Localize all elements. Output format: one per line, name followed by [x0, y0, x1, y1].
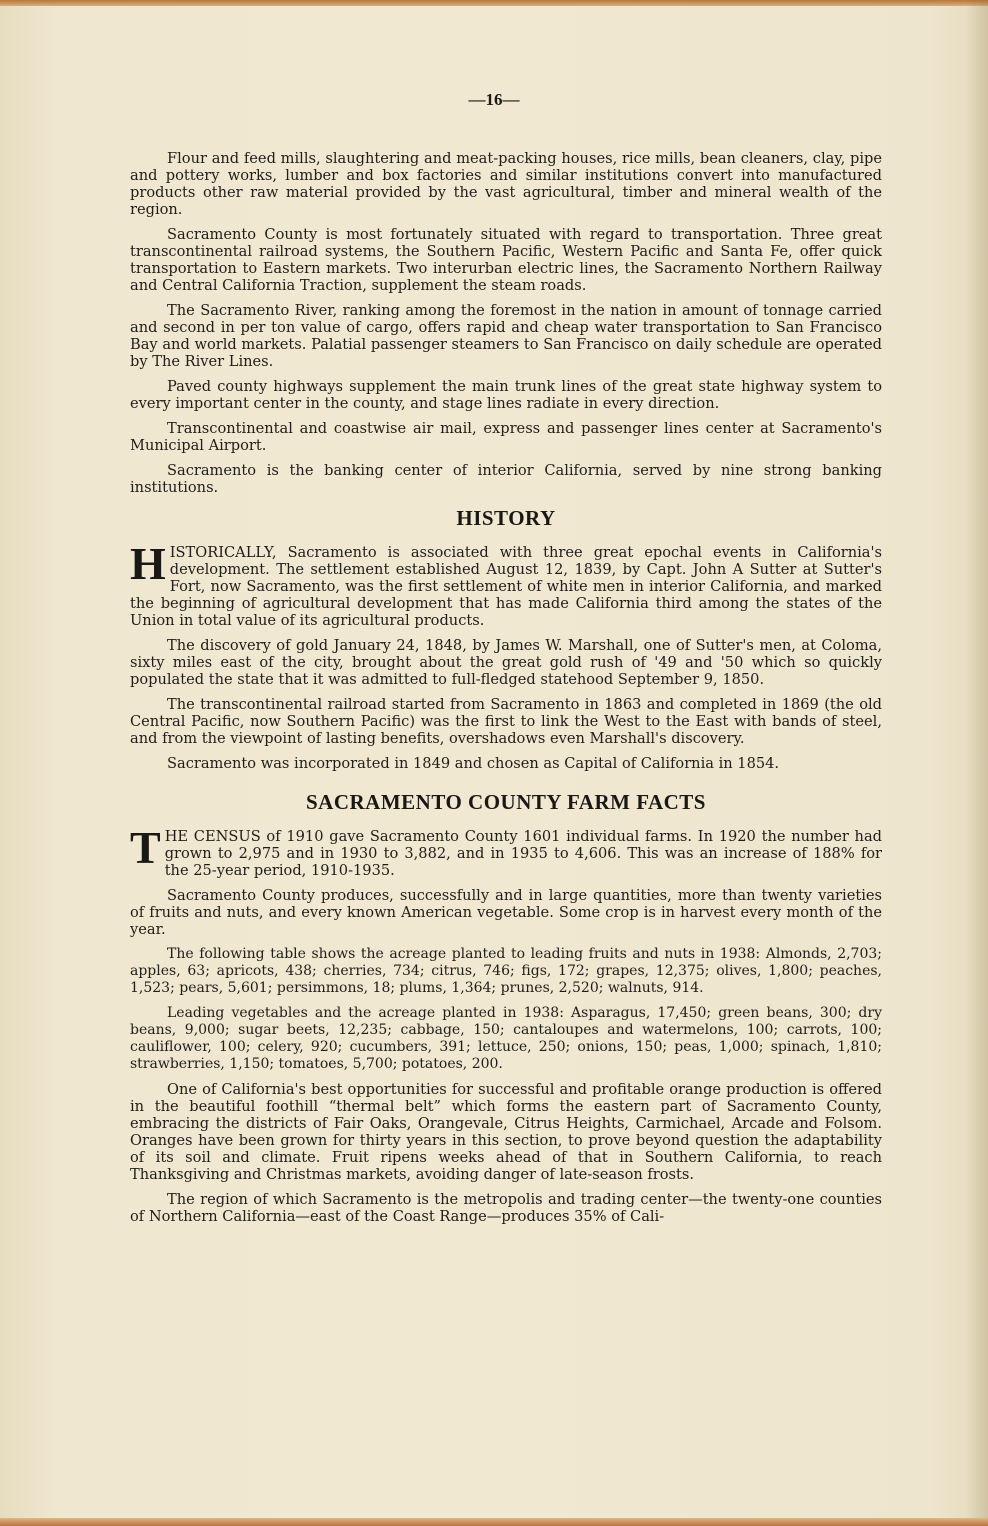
history-dropcap: H: [130, 538, 166, 589]
page-right-shadow: [966, 0, 988, 1526]
history-heading: HISTORY: [456, 506, 556, 530]
history-lead-paragraph: [130, 538, 882, 629]
page-bottom-edge: [0, 1518, 988, 1526]
farm-facts-paragraph: Sacramento County produces, successfully and in large quantities, more than twenty varieties of fruits and nuts, and every known American vegetable. Some crop is in harvest every month of the year.: [130, 887, 882, 938]
history-lead-text: ISTORICALLY, Sacramento is associated with three great epochal events in California's development. The settlement established August 12, 1839, by Capt. John A Sutter at Sutter's Fort, now Sacramento, was the first settlement of white men in interior California, and marked the beginning of agricultural development that has made California third among the states of the Union in total value of its agricultural products.: [130, 544, 882, 629]
history-paragraph: The discovery of gold January 24, 1848, by James W. Marshall, one of Sutter's men, at Coloma, sixty miles east of the city, brought about the great gold rush of '49 and '50 which so quickly populated the state that it was admitted to full-fledged statehood September 9, 1850.: [130, 637, 882, 688]
page-top-edge: [0, 0, 988, 6]
fruit-acreage-paragraph: The following table shows the acreage planted to leading fruits and nuts in 1938: Almonds, 2,703; apples, 63; apricots, 438; cherries, 734; citrus, 746; figs, 172; grapes, 12,375; olives, 1,800; peaches, 1,523; pears, 5,601; persimmons, 18; plums, 1,364; prunes, 2,520; walnuts, 914.: [130, 946, 882, 996]
page-body: [130, 150, 882, 1233]
intro-paragraph: Paved county highways supplement the main trunk lines of the great state highway system to every important center in the county, and stage lines radiate in every direction.: [130, 378, 882, 412]
intro-paragraph: Transcontinental and coastwise air mail, express and passenger lines center at Sacramento's Municipal Airport.: [130, 420, 882, 454]
farm-facts-heading: SACRAMENTO COUNTY FARM FACTS: [306, 790, 706, 814]
intro-paragraph: Flour and feed mills, slaughtering and meat-packing houses, rice mills, bean cleaners, clay, pipe and pottery works, lumber and box factories and similar institutions convert into manufactured products other raw material provided by the vast agricultural, timber and mineral wealth of the region.: [130, 150, 882, 218]
history-paragraph: Sacramento was incorporated in 1849 and chosen as Capital of California in 1854.: [167, 755, 780, 772]
farm-facts-lead-text: HE CENSUS of 1910 gave Sacramento County 1601 individual farms. In 1920 the number had grown to 2,975 and in 1930 to 3,882, and in 1935 to 4,606. This was an increase of 188% for the 25-year period, 1910-1935.: [164, 828, 882, 879]
page-number: —16—: [468, 90, 520, 109]
farm-facts-paragraph: The region of which Sacramento is the metropolis and trading center—the twenty-one counties of Northern California—east of the Coast Range—produces 35% of Cali-: [130, 1191, 882, 1225]
history-paragraph: The transcontinental railroad started from Sacramento in 1863 and completed in 1869 (the old Central Pacific, now Southern Pacific) was the first to link the West to the East with bands of steel, and from the viewpoint of lasting benefits, overshadows even Marshall's discovery.: [130, 696, 882, 747]
farm-facts-dropcap: T: [130, 822, 161, 873]
vegetable-acreage-paragraph: Leading vegetables and the acreage planted in 1938: Asparagus, 17,450; green beans, 300; dry beans, 9,000; sugar beets, 12,235; cabbage, 150; cantaloupes and watermelons, 100; carrots, 100; cauliflower, 100; celery, 920; cucumbers, 391; lettuce, 250; onions, 150; peas, 1,000; spinach, 1,810; strawberries, 1,150; tomatoes, 5,700; potatoes, 200.: [130, 1005, 882, 1072]
intro-paragraph: The Sacramento River, ranking among the foremost in the nation in amount of tonnage carried and second in per ton value of cargo, offers rapid and cheap water transportation to San Francisco Bay and world markets. Palatial passenger steamers to San Francisco on daily schedule are operated by The River Lines.: [130, 302, 882, 370]
intro-paragraph: Sacramento County is most fortunately situated with regard to transportation. Three great transcontinental railroad systems, the Southern Pacific, Western Pacific and Santa Fe, offer quick transportation to Eastern markets. Two interurban electric lines, the Sacramento Northern Railway and Central California Traction, supplement the steam roads.: [130, 226, 882, 294]
intro-paragraph: Sacramento is the banking center of interior California, served by nine strong banking institutions.: [130, 462, 882, 496]
farm-facts-lead-paragraph: [130, 822, 882, 879]
farm-facts-paragraph: One of California's best opportunities for successful and profitable orange production is offered in the beautiful foothill “thermal belt” which forms the eastern part of Sacramento County, embracing the districts of Fair Oaks, Orangevale, Citrus Heights, Carmichael, Arcade and Folsom. Oranges have been grown for thirty years in this section, to prove beyond question the adaptability of its soil and climate. Fruit ripens weeks ahead of that in Southern California, to reach Thanksgiving and Christmas markets, avoiding danger of late-season frosts.: [130, 1081, 882, 1183]
